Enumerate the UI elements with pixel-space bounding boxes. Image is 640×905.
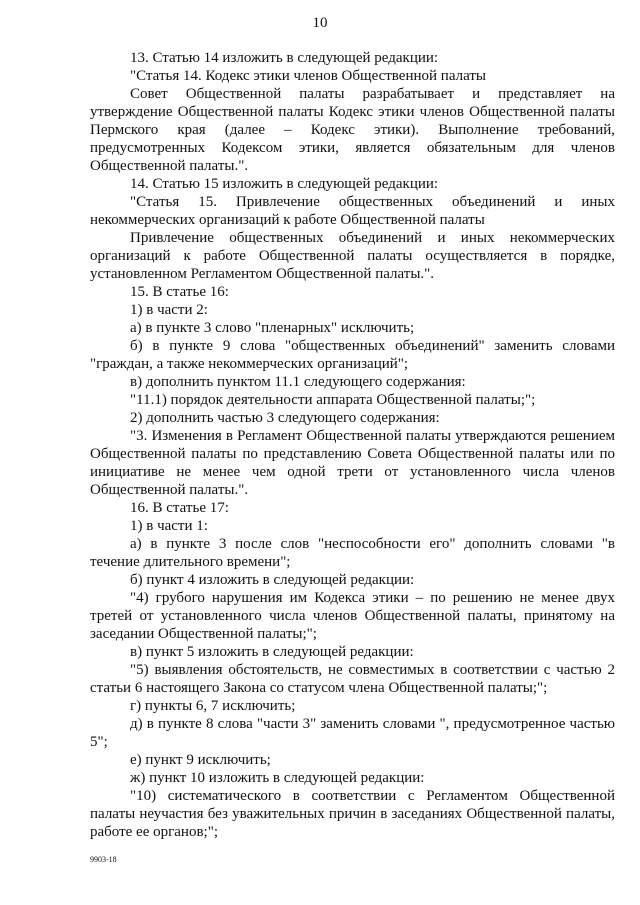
paragraph: в) пункт 5 изложить в следующей редакции: <box>130 644 414 660</box>
paragraph: 14. Статью 15 изложить в следующей редакции: <box>130 176 439 192</box>
paragraph: ж) пункт 10 изложить в следующей редакции: <box>130 770 425 786</box>
paragraph: 13. Статью 14 изложить в следующей редакции: <box>130 50 439 66</box>
paragraph: "4) грубого нарушения им Кодекса этики – по решению не менее двух третей от установленного числа членов Общественной палаты, принятому на заседании Общественной палаты;"; <box>90 590 615 642</box>
paragraph: г) пункты 6, 7 исключить; <box>130 698 296 714</box>
paragraph: 2) дополнить частью 3 следующего содержания: <box>130 410 440 426</box>
paragraph: "Статья 14. Кодекс этики членов Общественной палаты <box>130 68 487 84</box>
document-code: 9903-18 <box>90 855 117 864</box>
paragraph: "3. Изменения в Регламент Общественной палаты утверждаются решением Общественной палаты по представлению Совета Общественной палаты или по инициативе не менее чем одной трети от установленного числа членов Общественной палаты.". <box>90 428 615 498</box>
document-body <box>90 49 615 841</box>
page-number: 10 <box>312 15 328 31</box>
paragraph: 1) в части 2: <box>130 302 208 318</box>
paragraph: е) пункт 9 исключить; <box>130 752 271 768</box>
paragraph: 1) в части 1: <box>130 518 208 534</box>
paragraph: б) в пункте 9 слова "общественных объединений" заменить словами "граждан, а также некоммерческих организаций"; <box>90 338 615 372</box>
paragraph: а) в пункте 3 после слов "неспособности его" дополнить словами "в течение длительного времени"; <box>90 536 615 570</box>
paragraph: в) дополнить пунктом 11.1 следующего содержания: <box>130 374 466 390</box>
paragraph: "5) выявления обстоятельств, не совместимых в соответствии с частью 2 статьи 6 настоящего Закона со статусом члена Общественной палаты;"; <box>90 662 615 696</box>
paragraph: д) в пункте 8 слова "части 3" заменить словами ", предусмотренное частью 5"; <box>90 716 615 750</box>
paragraph: а) в пункте 3 слово "пленарных" исключить; <box>130 320 415 336</box>
paragraph: 15. В статье 16: <box>130 284 229 300</box>
paragraph: "11.1) порядок деятельности аппарата Общественной палаты;"; <box>130 392 536 408</box>
paragraph: б) пункт 4 изложить в следующей редакции: <box>130 572 415 588</box>
paragraph: 16. В статье 17: <box>130 500 229 516</box>
paragraph: "10) систематического в соответствии с Регламентом Общественной палаты неучастия без уважительных причин в заседаниях Общественной палаты, работе ее органов;"; <box>90 788 615 840</box>
paragraph: "Статья 15. Привлечение общественных объединений и иных некоммерческих организаций к работе Общественной палаты <box>90 194 615 228</box>
paragraph: Привлечение общественных объединений и иных некоммерческих организаций к работе Общественной палаты осуществляется в порядке, установленном Регламентом Общественной палаты.". <box>90 230 615 282</box>
paragraph: Совет Общественной палаты разрабатывает и представляет на утверждение Общественной палаты Кодекс этики членов Общественной палаты Пермского края (далее – Кодекс этики). Выполнение требований, предусмотренных Кодексом этики, является обязательным для членов Общественной палаты.". <box>90 86 615 174</box>
